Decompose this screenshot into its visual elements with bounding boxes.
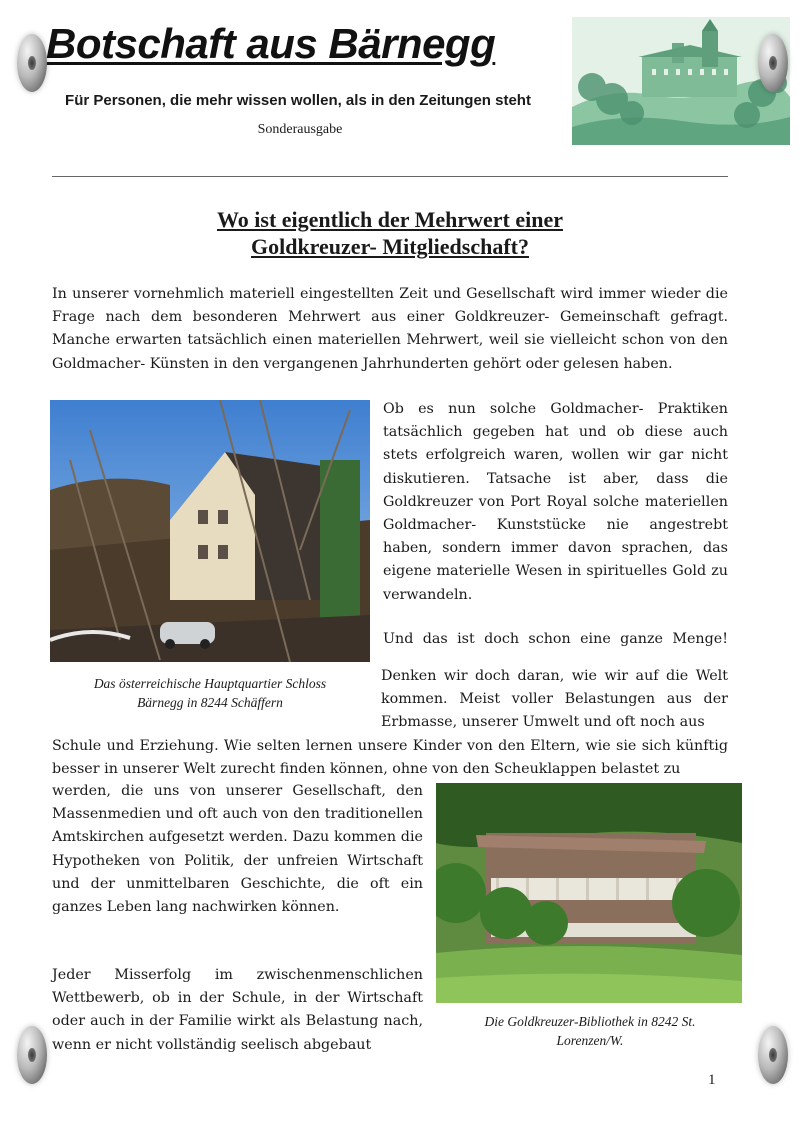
paragraph-failure: Jeder Misserfolg im zwischenmenschlichen Wettbewerb, ob in der Schule, in der Wirtschaft oder auch in der Familie wirkt als Belastung nach, wenn er nicht vollständig seelisch abgebaut (52, 967, 423, 1053)
headline-line-2: Goldkreuzer- Mitgliedschaft? (250, 234, 529, 259)
paragraph-practices: Ob es nun solche Goldmacher- Praktiken tatsächlich gegeben hat und ob diese auch stets erfolgreich waren, wollen wir gar nicht diskutieren. Tatsache ist aber, dass die Goldkreuzer von Port Royal solche materiellen Goldmacher- Kunststücke nie angestrebt haben, sondern immer davon sprachen, das eigene materielle Wesen in spirituelles Gold zu verwandeln. (383, 401, 728, 603)
edition-label: Sonderausgabe (257, 122, 343, 137)
castle-caption: Das österreichische Hauptquartier Schloss Bärnegg in 8244 Schäffern (93, 676, 327, 710)
page-number: 1 (708, 1072, 716, 1088)
intro-paragraph: In unserer vornehmlich materiell eingestellten Zeit und Gesellschaft wird immer wieder die Frage nach dem besonderen Mehrwert aus einer Goldkreuzer- Gemeinschaft gefragt. Manche erwarten tatsächlich einen materiellen Mehrwert, weil sie vielleicht schon von den Goldmacher- Künsten in den vergangenen Jahrhunderten gehört oder gelesen haben. (52, 286, 728, 372)
castle-photo (50, 400, 370, 662)
headline-line-1: Wo ist eigentlich der Mehrwert einer (217, 207, 563, 232)
library-photo (436, 783, 742, 1003)
masthead-title: Botschaft aus Bärnegg (46, 20, 496, 67)
paragraph-statement: Und das ist doch schon eine ganze Menge! (383, 631, 728, 647)
paragraph-birth-part2: Schule und Erziehung. Wie selten lernen unsere Kinder von den Eltern, wie sie sich künftig besser in unserer Welt zurecht finden können, ohne von den Scheuklappen belastet zu (52, 738, 728, 778)
library-caption: Die Goldkreuzer-Bibliothek in 8242 St. Lorenzen/W. (484, 1014, 696, 1048)
paragraph-birth-part3: werden, die uns von unserer Gesellschaft, den Massenmedien und oft auch von den traditionellen Amtskirchen aufgesetzt werden. Dazu kommen die Hypotheken von Politik, der unfreien Wirtschaft und der unmittelbaren Geschichte, die oft ein ganzes Leben lang nachwirken können. (52, 783, 423, 916)
corner-pin-bottom-right (758, 1026, 788, 1084)
paragraph-birth-part1: Denken wir doch daran, wie wir auf die Welt kommen. Meist voller Belastungen aus der Erbmasse, unserer Umwelt und oft noch aus (381, 668, 728, 731)
castle-engraving-image (572, 17, 790, 145)
header-divider (52, 176, 728, 177)
article-headline (90, 206, 690, 260)
corner-pin-bottom-left (17, 1026, 47, 1084)
corner-pin-top-left (17, 34, 47, 92)
corner-pin-top-right (758, 34, 788, 92)
masthead-tagline: Für Personen, die mehr wissen wollen, als in den Zeitungen steht (65, 92, 531, 109)
